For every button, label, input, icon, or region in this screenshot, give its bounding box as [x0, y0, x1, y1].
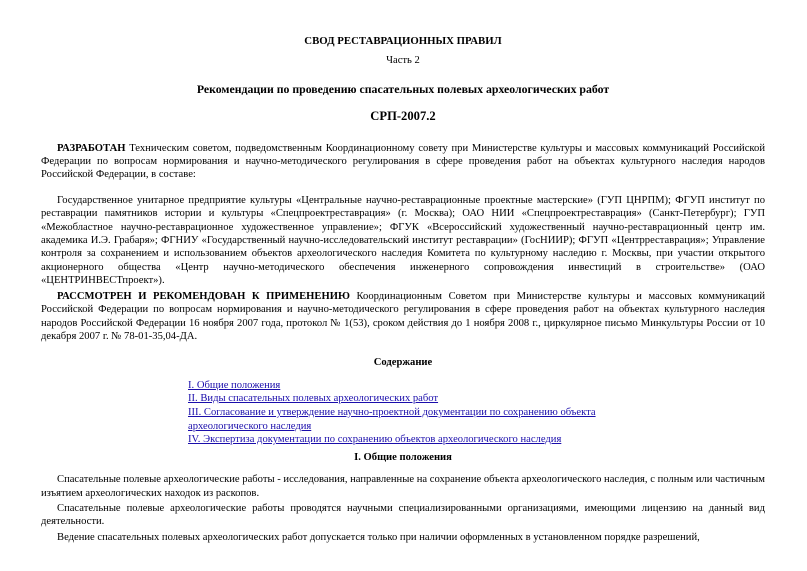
section-1-paragraph-2: Спасательные полевые археологические работы проводятся научными специализированными организациями, имеющими лицензию на данный вид деятельности. — [41, 502, 765, 528]
section-1-paragraph-3: Ведение спасательных полевых археологических работ допускается только при наличии оформленных в установленном порядке разрешений, — [57, 531, 700, 543]
developed-paragraph — [41, 142, 765, 182]
document-title: СВОД РЕСТАВРАЦИОННЫХ ПРАВИЛ — [304, 35, 502, 47]
developed-text: Техническим советом, подведомственным Координационному совету при Министерстве культуры и массовых коммуникаций Российской Федерации по вопросам нормирования и научно-методического регулирования в сфере проведения работ на объектах культурного наследия народов Российской Федерации, в составе: — [41, 142, 765, 181]
reviewed-lead: РАССМОТРЕН И РЕКОМЕНДОВАН К ПРИМЕНЕНИЮ — [57, 290, 350, 302]
toc-title: Содержание — [373, 357, 433, 369]
toc-link-section-3[interactable]: III. Согласование и утверждение научно-проектной документации по сохранению объекта археологического наследия — [188, 406, 596, 432]
toc-link-section-1[interactable]: I. Общие положения — [188, 379, 281, 391]
document-subtitle: Рекомендации по проведению спасательных полевых археологических работ — [196, 81, 610, 96]
table-of-contents — [188, 379, 628, 447]
section-1-paragraph-1: Спасательные полевые археологические работы - исследования, направленные на сохранение объекта археологического наследия, с полным или частичным изъятием археологических находок из раскопов. — [41, 474, 765, 499]
toc-link-section-4[interactable]: IV. Экспертиза документации по сохранению объектов археологического наследия — [188, 434, 562, 446]
part-label: Часть 2 — [386, 55, 420, 67]
organizations-paragraph: Государственное унитарное предприятие культуры «Центральные научно-реставрационные проектные мастерские» (ГУП ЦНРПМ); ФГУП институт по реставрации памятников истории и культуры «Спецпроектреставрация» (г. Москва); ОАО НИИ «Спецпроектреставрация» (Санкт-Петербург); ГУП «Межобластное научно-реставрационное художественное управление»; ФГУК «Всероссийский художественный научно-реставрационный центр им. академика И.Э. Грабаря»; ФГНИУ «Государственный научно-исследовательский институт реставрации» (ГосНИИР); ФГУП «Центрреставрация»; Управление контроля за сохранением и использованием объектов археологического наследия Комитета по культурному наследию г. Москвы, при участии открытого акционерного общества «Центр научно-методического обеспечения инженерного сопровождения инвестиций в строительстве» (ОАО «ЦЕНТРИНВЕСТпроект»). — [41, 194, 765, 287]
reviewed-paragraph — [41, 290, 765, 344]
toc-link-section-2[interactable]: II. Виды спасательных полевых археологических работ — [188, 393, 439, 405]
section-1-title: I. Общие положения — [354, 451, 452, 463]
reviewed-text: Координационным Советом при Министерстве культуры и массовых коммуникаций Российской Федерации по вопросам нормирования и научно-методического регулирования в сфере проведения работ на объектах культурного наследия народов Российской Федерации 16 ноября 2007 года, протокол № 1(53), сроком действия до 1 ноября 2008 г., циркулярное письмо Минкультуры России от 10 декабря 2007 г. № 78-01-35,04-ДА. — [41, 290, 766, 342]
document-code: СРП-2007.2 — [370, 109, 436, 124]
developed-lead: РАЗРАБОТАН — [57, 142, 126, 154]
